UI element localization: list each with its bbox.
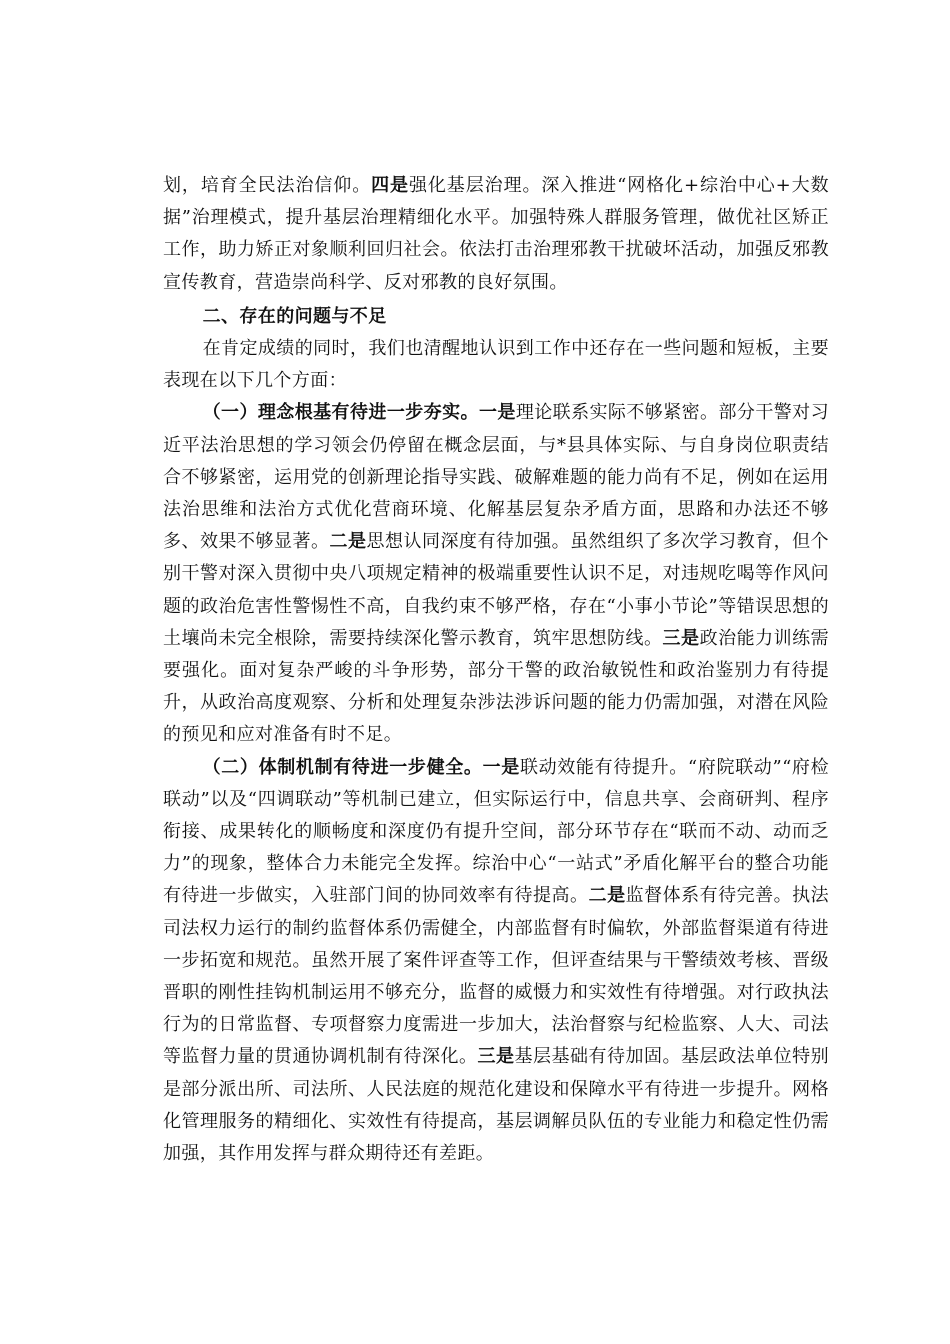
bold-marker: 三是 — [662, 627, 700, 649]
paragraph-intro: 在肯定成绩的同时，我们也清醒地认识到工作中还存在一些问题和短板，主要表现在以下几个方面： — [163, 338, 829, 392]
text-segment: 政治能力训练需要强化。面对复杂严峻的斗争形势，部分干警的政治敏锐性和政治鉴别力有待提升，从政治高度观察、分析和处理复杂涉法涉诉问题的能力仍需加强，对潜在风险的预见和应对准备有时不足。 — [163, 627, 829, 746]
paragraph-continued — [163, 170, 829, 299]
bold-marker: 四是 — [371, 175, 409, 196]
bold-marker: 二是 — [329, 531, 367, 553]
subheading: （二）体制机制有待进一步健全。 — [202, 756, 483, 778]
paragraph-point-1 — [163, 397, 829, 751]
document-body — [163, 170, 829, 1170]
bold-marker: 一是 — [478, 402, 516, 424]
text-segment: 强化基层治理。深入推进“网格化+综治中心+大数据”治理模式，提升基层治理精细化水平。加强特殊人群服务管理，做优社区矫正工作，助力矫正对象顺利回归社会。依法打击治理邪教干扰破坏活动，加强反邪教宣传教育，营造崇尚科学、反对邪教的良好氛围。 — [163, 175, 829, 293]
text-segment: 监督体系有待完善。执法司法权力运行的制约监督体系仍需健全，内部监督有时偏软，外部监督渠道有待进一步拓宽和规范。虽然开展了案件评查等工作，但评查结果与干警绩效考核、晋级晋职的刚性挂钩机制运用不够充分，监督的威慑力和实效性有待增强。对行政执法行为的日常监督、专项督察力度需进一步加大，法治督察与纪检监察、人大、司法等监督力量的贯通协调机制有待深化。 — [163, 885, 829, 1068]
text-segment: 思想认同深度有待加强。虽然组织了多次学习教育，但个别干警对深入贯彻中央八项规定精神的极端重要性认识不足，对违规吃喝等作风问题的政治危害性警惕性不高，自我约束不够严格，存在“小事小节论”等错误思想的土壤尚未完全根除，需要持续深化警示教育，筑牢思想防线。 — [163, 531, 829, 649]
text-segment: 划，培育全民法治信仰。 — [163, 175, 372, 196]
bold-marker: 一是 — [482, 756, 520, 778]
bold-marker: 二是 — [588, 885, 626, 907]
bold-marker: 三是 — [477, 1046, 515, 1068]
text-segment: 联动效能有待提升。“府院联动”“府检联动”以及“四调联动”等机制已建立，但实际运行中，信息共享、会商研判、程序衔接、成果转化的顺畅度和深度仍有提升空间，部分环节存在“联而不动、动而乏力”的现象，整体合力未能完全发挥。综治中心“一站式”矛盾化解平台的整合功能有待进一步做实，入驻部门间的协同效率有待提高。 — [163, 756, 829, 907]
subheading: （一）理念根基有待进一步夯实。 — [202, 402, 479, 424]
text-segment: 基层基础有待加固。基层政法单位特别是部分派出所、司法所、人民法庭的规范化建设和保障水平有待进一步提升。网格化管理服务的精细化、实效性有待提高，基层调解员队伍的专业能力和稳定性仍需加强，其作用发挥与群众期待还有差距。 — [163, 1046, 829, 1165]
paragraph-point-2 — [163, 752, 829, 1171]
section-heading: 二、存在的问题与不足 — [202, 305, 387, 327]
text-segment: 理论联系实际不够紧密。部分干警对习近平法治思想的学习领会仍停留在概念层面，与*县具体实际、与自身岗位职责结合不够紧密，运用党的创新理论指导实践、破解难题的能力尚有不足，例如在运用法治思维和法治方式优化营商环境、化解基层复杂矛盾方面，思路和办法还不够多、效果不够显著。 — [163, 402, 829, 553]
